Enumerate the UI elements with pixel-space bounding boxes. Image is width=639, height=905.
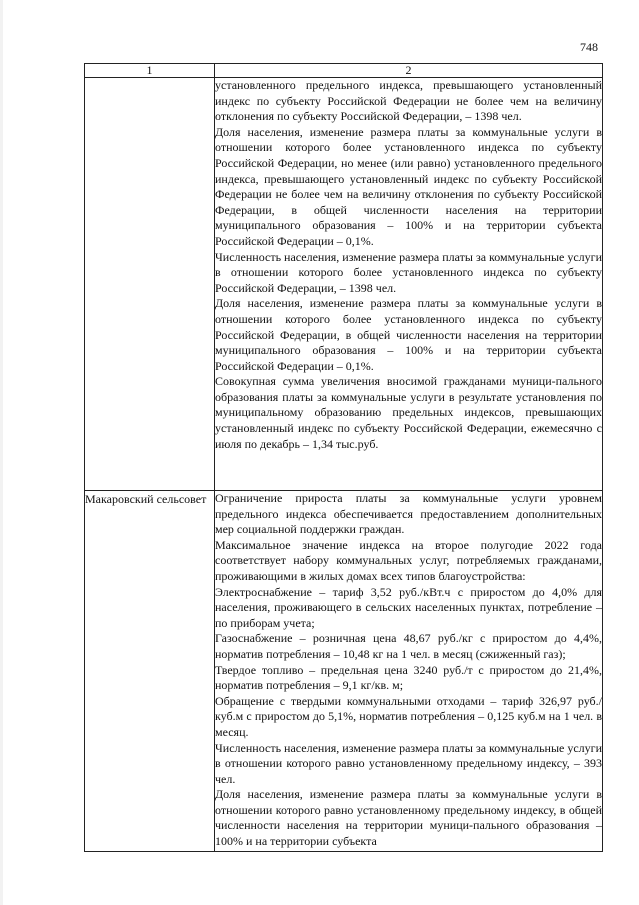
scan-edge-shading	[0, 0, 3, 905]
municipality-cell: Макаровский сельсовет	[85, 491, 215, 852]
table-header-row	[85, 64, 603, 78]
paragraph: Доля населения, изменение размера платы за коммунальные услуги в отношении которого более установленного индекса по субъекту Российской Федерации, но менее (или равно) установленного предельного индекса, превышающего установленный индекс по субъекту Российской Федерации не более чем на величину отклонения по субъекту Российской Федерации, в общей численности населения на территории муниципального образования – 100% и на территории субъекта Российской Федерации – 0,1%.	[215, 124, 602, 248]
column-header-2: 2	[215, 64, 603, 78]
paragraph: Совокупная сумма увеличения вносимой гражданами муници-пального образования платы за коммунальные услуги в результате установления по муниципальному образованию предельных индексов, превышающих установленный индекс по субъекту Российской Федерации, ежемесячно с июля по декабрь – 1,34 тыс.руб.	[215, 374, 602, 451]
paragraph: установленного предельного индекса, превышающего установленный индекс по субъекту Российской Федерации не более чем на величину отклонения по субъекту Российской Федерации, – 1398 чел.	[215, 78, 602, 124]
document-table	[84, 63, 603, 852]
paragraph: Численность населения, изменение размера платы за коммунальные услуги в отношении которого более установленного индекса по субъекту Российской Федерации, – 1398 чел.	[215, 249, 603, 295]
table-row	[85, 491, 603, 852]
paragraph: Газоснабжение – розничная цена 48,67 руб./кг с приростом до 4,4%, норматив потребления – 10,48 кг на 1 чел. в месяц (сжиженный газ);	[215, 631, 602, 661]
page-number: 748	[580, 40, 598, 54]
municipality-cell	[85, 78, 215, 491]
description-cell	[215, 78, 603, 491]
paragraph: Твердое топливо – предельная цена 3240 руб./т с приростом до 21,4%, норматив потребления – 9,1 кг/кв. м;	[215, 662, 602, 693]
paragraph: Ограничение прироста платы за коммунальные услуги уровнем предельного индекса обеспечивается предоставлением дополнительных мер социальной поддержки граждан.	[215, 491, 602, 537]
paragraph: Максимальное значение индекса на второе полугодие 2022 года соответствует набору коммунальных услуг, потребляемых гражданами, проживающими в жилых домах всех типов благоустройства:	[215, 537, 602, 583]
paragraph: Доля населения, изменение размера платы за коммунальные услуги в отношении которого более установленного индекса по субъекту Российской Федерации, в общей численности населения на территории муниципального образования – 100% и на территории субъекта Российской Федерации – 0,1%.	[215, 296, 602, 373]
column-header-1: 1	[85, 64, 215, 78]
paragraph: Электроснабжение – тариф 3,52 руб./кВт.ч с приростом до 4,0% для населения, проживающего в сельских населенных пунктах, потребление – по приборам учета;	[215, 584, 602, 630]
table-row	[85, 78, 603, 491]
paragraph: Численность населения, изменение размера платы за коммунальные услуги в отношении которого равно установленному предельному индексу, – 393 чел.	[215, 740, 603, 786]
description-cell	[215, 491, 603, 852]
paragraph: Обращение с твердыми коммунальными отходами – тариф 326,97 руб./куб.м с приростом до 5,1%, норматив потребления – 0,125 куб.м на 1 чел. в месяц.	[215, 693, 602, 739]
paragraph: Доля населения, изменение размера платы за коммунальные услуги в отношении которого равно установленному предельному индексу, в общей численности населения на территории муници-пального образования – 100% и на территории субъекта	[215, 787, 602, 849]
